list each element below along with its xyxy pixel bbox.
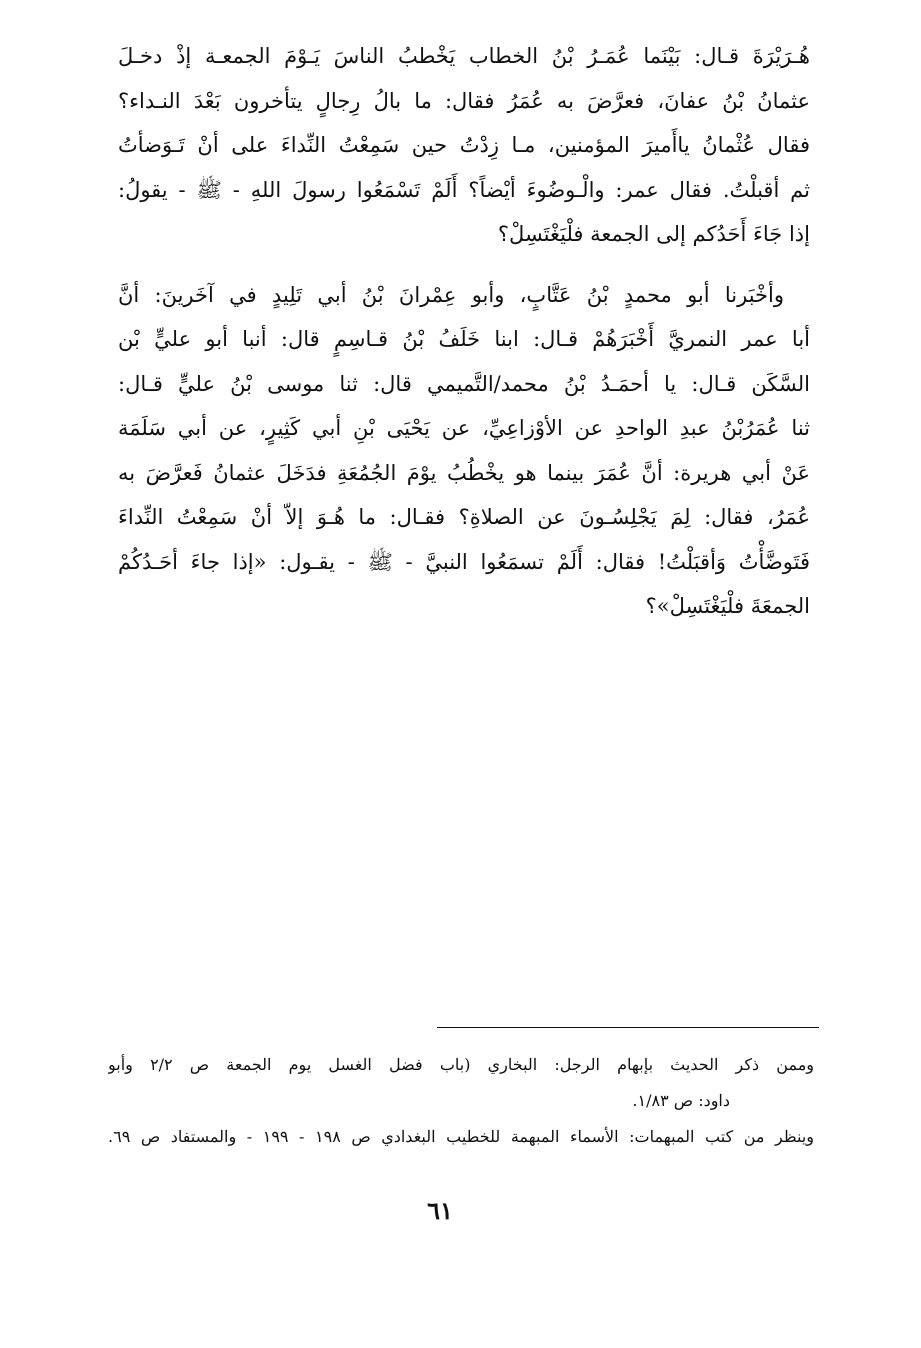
- text-line: أبا عمر النمريَّ أَخْبَرَهُمْ قـال: ابنا خَلَفُ بْنُ قـاسِمٍ قال: أنبا أبو عليٍّ بْن: [118, 327, 810, 351]
- text-line: فقال عُثْمانُ ياأَميرَ المؤمنين، مـا زِدْتُ حين سَمِعْتُ النِّداءَ على أنْ تَـوَضأتُ: [118, 133, 810, 157]
- paragraph-1: [118, 34, 810, 257]
- text-line: عَنْ أبي هريرة: أنَّ عُمَرَ بينما هو يخْطُبُ يوْمَ الجُمُعَةِ فدَخَلَ عثمانُ فَعرَّضَ به: [118, 460, 810, 485]
- text-line: هُـرَيْرَةَ قـال: بَيْنَما عُمَـرُ بْنُ الخطاب يَخْطبُ الناسَ يَـوْمَ الجمعـة إذْ دخـلَ: [118, 44, 810, 68]
- page-number: ٦١: [427, 1196, 453, 1225]
- paragraph-gap: [118, 257, 810, 273]
- footnote-divider: [437, 1027, 819, 1028]
- text-line: فَتَوضَّأْتُ وَأقبَلْتُ! فقال: أَلَمْ تسمَعُوا النبيَّ - ﷺ - يقـول: «إذا جاءَ أحَـدُكُمْ: [118, 549, 810, 574]
- footnotes: [108, 1047, 814, 1155]
- text-line: عُمَرُ، فقال: لِمَ يَجْلِسُـونَ عن الصلاةِ؟ فقـال: ما هُـوَ إلاّ أنْ سَمِعْتُ النِّداءَ: [118, 505, 810, 529]
- text-line: السَّكَن قـال: يا أحمَـدُ بْنُ محمد/التَّميمي قال: ثنا موسى بْنُ عليٍّ قـال:: [118, 371, 810, 396]
- footnote-line: داود: ص ١/٨٣.: [632, 1091, 730, 1110]
- text-line: ثنا عُمَرُبْنُ عبدِ الواحدِ عن الأوْزاعِيِّ، عن يَحْيَى بْنِ أبي كَثِيرٍ، عن أبي سَلَمَة: [118, 416, 810, 440]
- text-line: إذا جَاءَ أَحَدُكم إلى الجمعة فلْيَغْتَسِلْ؟: [497, 222, 810, 246]
- footnote-line: وممن ذكر الحديث بإبهام الرجل: البخاري (باب فضل الغسل يوم الجمعة ص ٢/٢ وأبو: [108, 1055, 814, 1074]
- text-line: الجمعَةَ فلْيَغْتَسِلْ»؟: [645, 594, 810, 618]
- footnote-line: وينظر من كتب المبهمات: الأسماء المبهمة للخطيب البغدادي ص ١٩٨ - ١٩٩ - والمستفاد ص ٦٩.: [108, 1127, 814, 1146]
- text-line: ثم أقبلْتُ. فقال عمر: والْـوضُوءَ أيْضاً؟ أَلَمْ تَسْمَعُوا رسولَ اللهِ - ﷺ - يقولُ:: [118, 177, 810, 202]
- main-text: [118, 34, 810, 629]
- text-line: وأخْبَرنا أبو محمدٍ بْنُ عَتَّابٍ، وأبو عِمْرانَ بْنُ أبي تَلِيدٍ في آخَرينَ: أنَّ: [118, 282, 784, 307]
- paragraph-2: [118, 273, 810, 629]
- text-line: عثمانُ بْنُ عفانَ، فعرَّضَ به عُمَرُ فقال: ما بالُ رِجالٍ يتأخرون بَعْدَ النـداء؟: [118, 88, 810, 113]
